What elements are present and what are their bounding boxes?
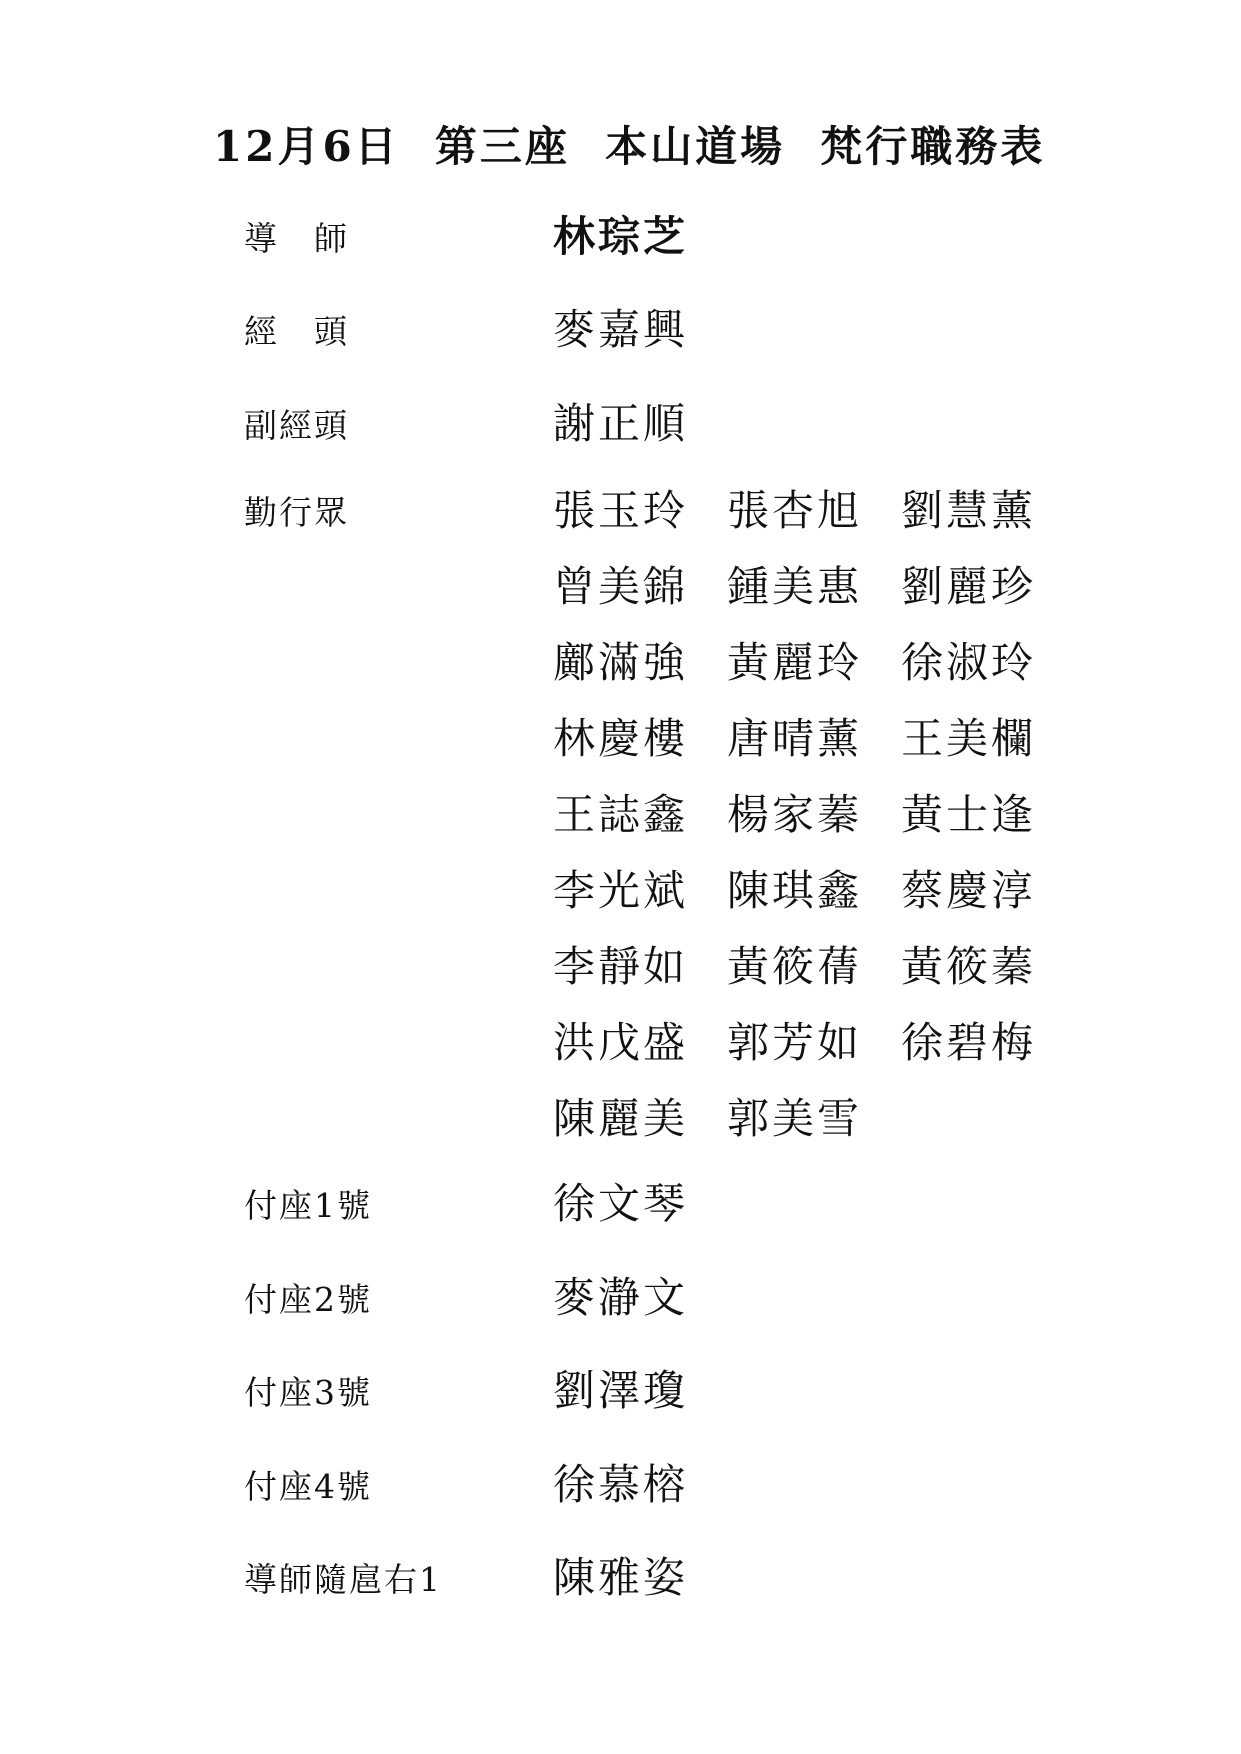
assembly-row [553, 562, 1153, 614]
role-label: 副經頭 [244, 406, 349, 445]
assembly-member: 楊家蓁 [727, 790, 863, 839]
assembly-member: 林慶樓 [553, 714, 689, 763]
assembly-row [553, 638, 1153, 690]
role-name: 麥嘉興 [553, 305, 689, 354]
seat-name: 徐慕榕 [553, 1460, 689, 1509]
assembly-member: 洪戊盛 [553, 1018, 689, 1067]
assembly-member: 黃麗玲 [727, 638, 863, 687]
seat-name: 陳雅姿 [553, 1553, 689, 1602]
seat-name: 劉澤瓊 [553, 1366, 689, 1415]
assembly-row [553, 486, 1153, 538]
assembly-row [553, 866, 1153, 918]
assembly-row [553, 1018, 1153, 1070]
assembly-member: 陳琪鑫 [727, 866, 863, 915]
assembly-member: 黃筱蒨 [727, 942, 863, 991]
assembly-member: 鍾美惠 [727, 562, 863, 611]
assembly-member: 李光斌 [553, 866, 689, 915]
role-name: 林琮芝 [553, 212, 689, 261]
assembly-label: 勤行眾 [244, 493, 349, 532]
assembly-row [553, 790, 1153, 842]
assembly-member: 張玉玲 [553, 486, 689, 535]
role-label: 經 頭 [244, 312, 349, 351]
assembly-member: 黃士逢 [901, 790, 1037, 839]
seat-label: 付座3號 [244, 1373, 372, 1412]
assembly-member: 郭芳如 [727, 1018, 863, 1067]
assembly-member: 唐晴薰 [727, 714, 863, 763]
assembly-member: 徐淑玲 [901, 638, 1037, 687]
assembly-member: 蔡慶淳 [901, 866, 1037, 915]
assembly-member: 郭美雪 [727, 1094, 863, 1143]
assembly-row [553, 1094, 1153, 1146]
seat-name: 徐文琴 [553, 1179, 689, 1228]
page-title: 12月6日 第三座 本山道場 梵行職務表 [213, 122, 1046, 171]
seat-label: 付座4號 [244, 1467, 372, 1506]
assembly-member: 黃筱蓁 [901, 942, 1037, 991]
assembly-member: 李靜如 [553, 942, 689, 991]
role-name: 謝正順 [553, 399, 689, 448]
assembly-member: 曾美錦 [553, 562, 689, 611]
assembly-member: 劉慧薰 [901, 486, 1037, 535]
assembly-member: 徐碧梅 [901, 1018, 1037, 1067]
seat-name: 麥瀞文 [553, 1273, 689, 1322]
assembly-member: 王美欄 [901, 714, 1037, 763]
assembly-member: 陳麗美 [553, 1094, 689, 1143]
assembly-row [553, 942, 1153, 994]
seat-label: 導師隨扈右1 [244, 1560, 442, 1599]
seat-label: 付座2號 [244, 1280, 372, 1319]
assembly-member: 鄺滿強 [553, 638, 689, 687]
assembly-row [553, 714, 1153, 766]
assembly-member: 劉麗珍 [901, 562, 1037, 611]
assembly-member: 王誌鑫 [553, 790, 689, 839]
seat-label: 付座1號 [244, 1186, 372, 1225]
role-label: 導 師 [244, 219, 349, 258]
assembly-member: 張杏旭 [727, 486, 863, 535]
